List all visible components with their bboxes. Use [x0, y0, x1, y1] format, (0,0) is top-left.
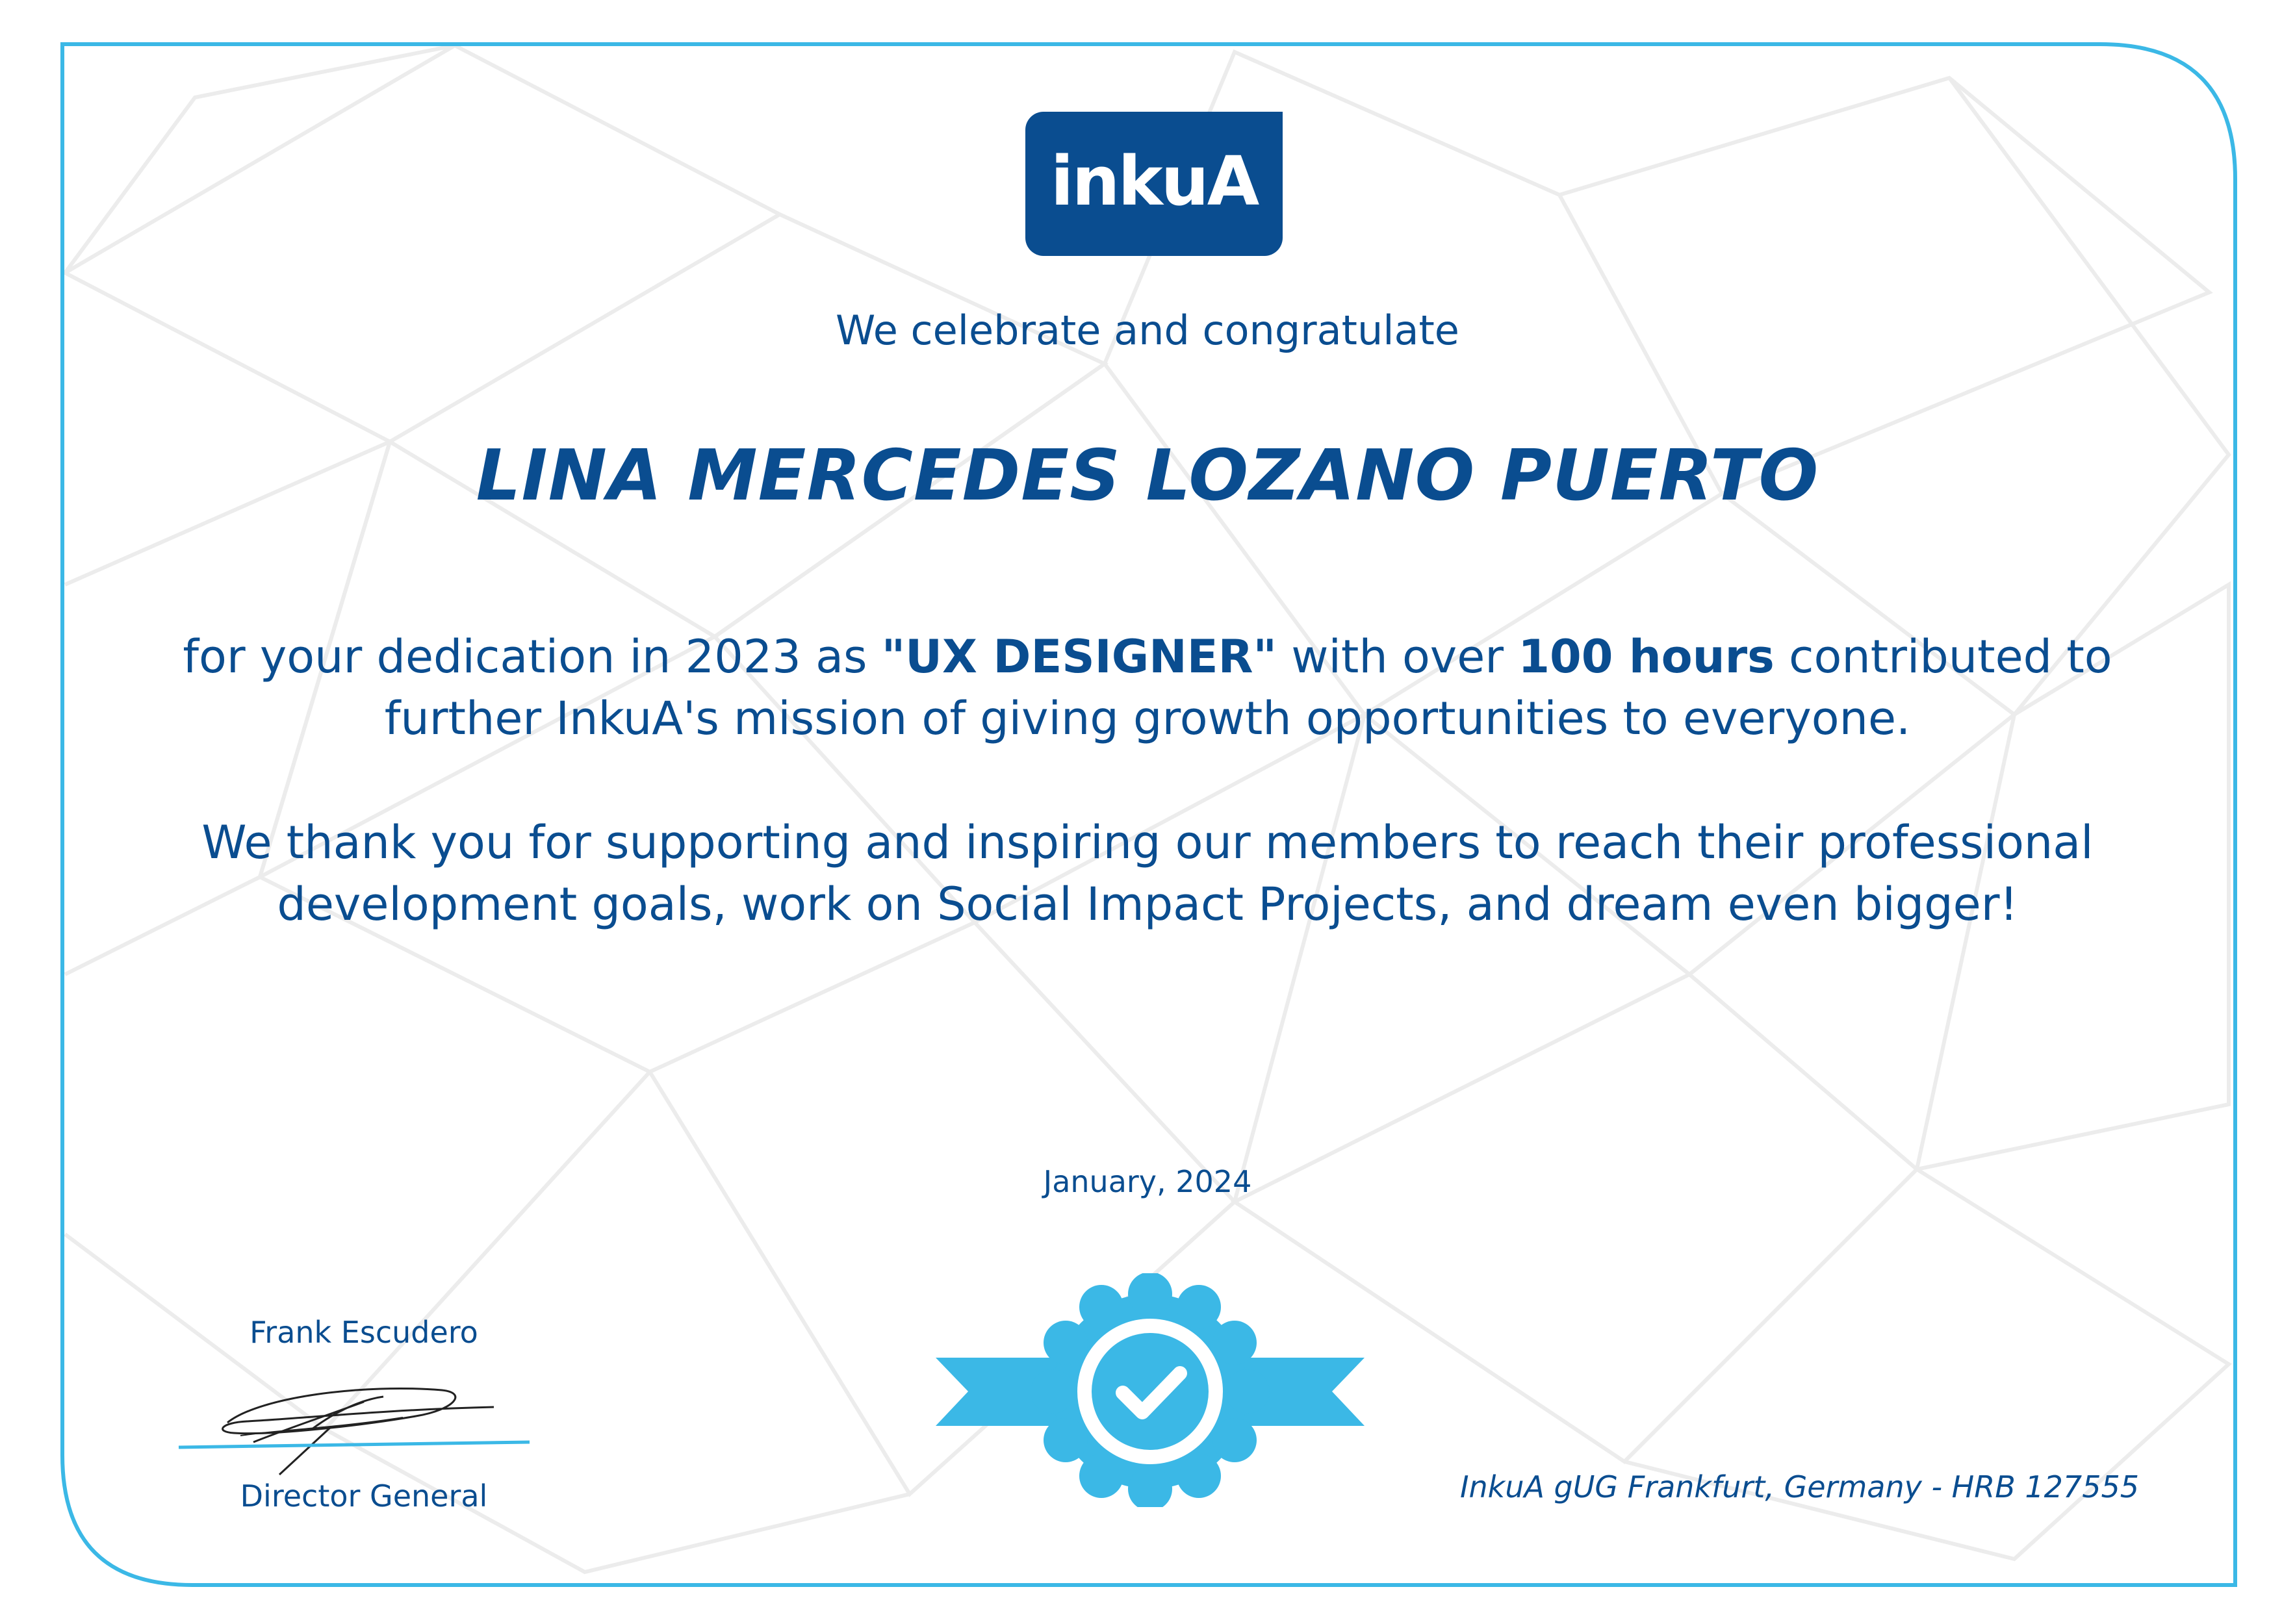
signer-title: Director General [240, 1478, 488, 1514]
inkua-logo [1025, 112, 1283, 256]
signature [169, 1371, 546, 1481]
thanks-paragraph [130, 812, 2165, 935]
dedication-text-4: further InkuA's mission of giving growth opportunities to everyone. [384, 692, 1911, 745]
certificate-date: January, 2024 [1043, 1164, 1252, 1199]
thanks-text-1: We thank you for supporting and inspiring our members to reach their professional [201, 816, 2094, 869]
role-title: "UX DESIGNER" [881, 630, 1277, 683]
dedication-text-1: for your dedication in 2023 as [183, 630, 882, 683]
dedication-paragraph [130, 626, 2165, 750]
verified-check-rosette-icon [929, 1273, 1371, 1507]
recipient-name: LINA MERCEDES LOZANO PUERTO [476, 435, 1819, 516]
dedication-text-3: contributed to [1774, 630, 2112, 683]
signer-name: Frank Escudero [250, 1315, 478, 1350]
organization-info: InkuA gUG Frankfurt, Germany - HRB 127555 [1459, 1469, 2139, 1504]
hours-value: 100 hours [1518, 630, 1775, 683]
logo-text: inkuA [1050, 142, 1258, 221]
signature-line [179, 1442, 530, 1447]
rosette [1031, 1273, 1270, 1507]
thanks-text-2: development goals, work on Social Impact Projects, and dream even bigger! [277, 878, 2018, 931]
dedication-text-2: with over [1276, 630, 1519, 683]
intro-text: We celebrate and congratulate [836, 307, 1459, 354]
